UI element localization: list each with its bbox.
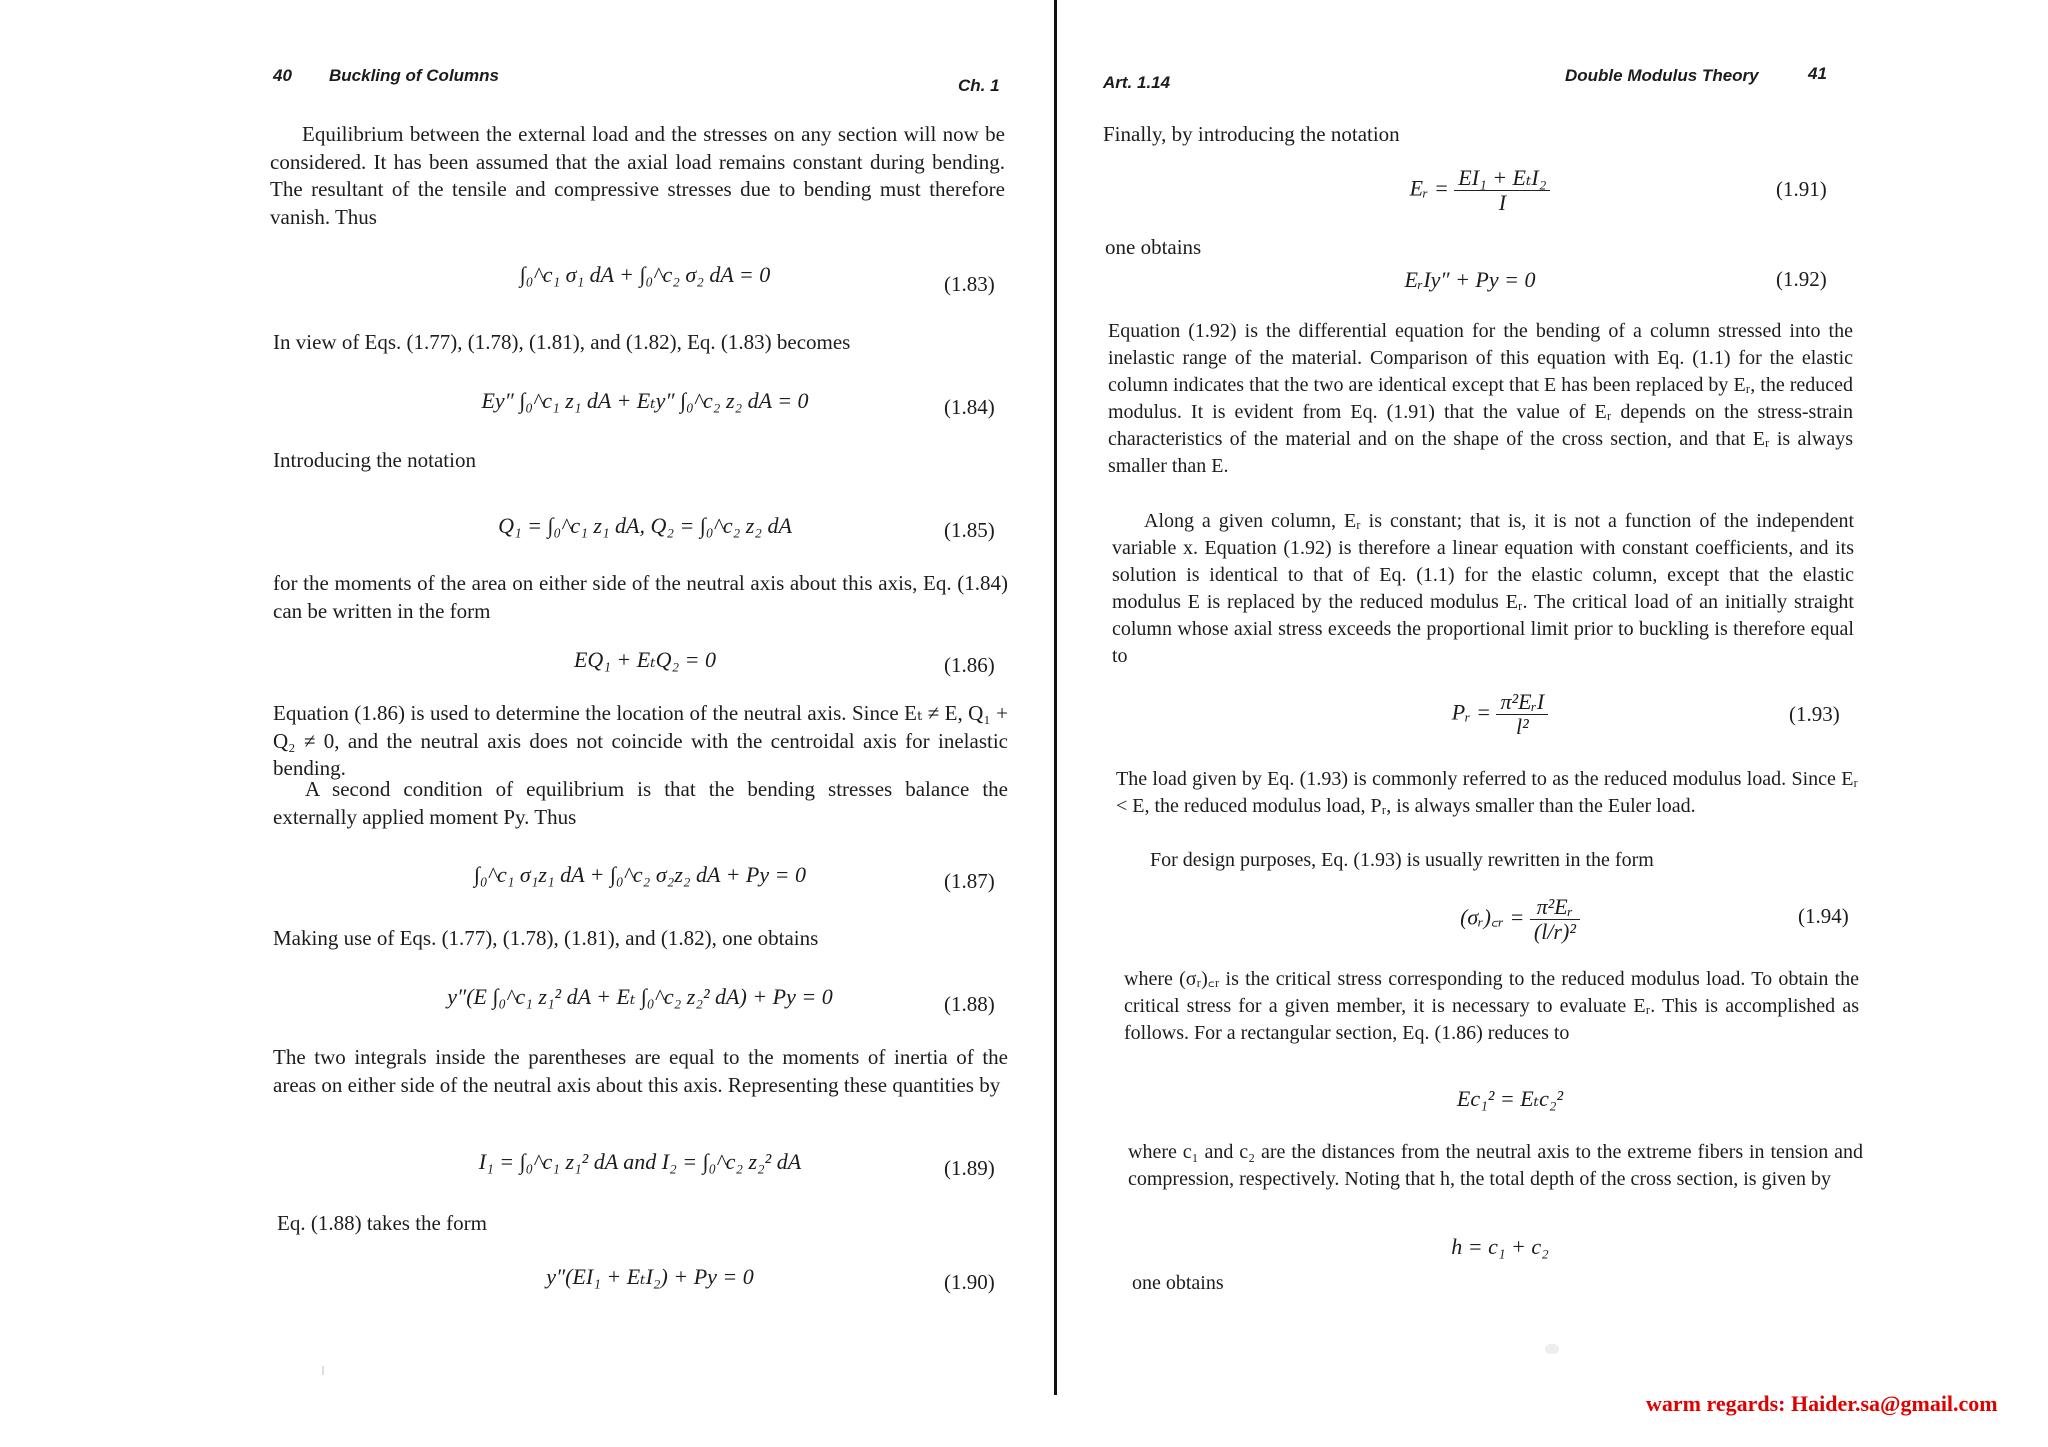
watermark: warm regards: Haider.sa@gmail.com (1646, 1391, 1998, 1416)
paragraph: The two integrals inside the parentheses are equal to the moments of inertia of the areas on either side of the neutral axis about this axis. Representing these quantities by (273, 1045, 1008, 1097)
equation-number: (1.87) (944, 869, 995, 893)
equation-1-91: Eᵣ = $\frac{\text{EI₁ + EₜI₂}}{I}$ (1380, 166, 1580, 215)
left-page (270, 0, 1008, 1447)
right-running-title: Double Modulus Theory (1565, 66, 1759, 85)
equation-1-83: ∫₀^c₁ σ₁ dA + ∫₀^c₂ σ₂ dA = 0 (519, 262, 771, 287)
equation-number: (1.85) (944, 518, 995, 542)
book-spine (1054, 0, 1057, 1395)
paragraph: A second condition of equilibrium is that the bending stresses balance the externally applied moment Py. Thus (273, 777, 1008, 829)
left-chapter-label: Ch. 1 (958, 76, 1000, 95)
equation-number: (1.90) (944, 1270, 995, 1294)
equation-number: (1.94) (1798, 904, 1849, 928)
paragraph: The load given by Eq. (1.93) is commonly referred to as the reduced modulus load. Since Eᵣ < E, the reduced modulus load, Pᵣ, is always smaller than the Euler load. (1116, 768, 1858, 817)
paragraph: In view of Eqs. (1.77), (1.78), (1.81), and (1.82), Eq. (1.83) becomes (273, 330, 851, 354)
equation-1-86: EQ₁ + EₜQ₂ = 0 (573, 647, 717, 672)
equation-1-89: I₁ = ∫₀^c₁ z₁² dA and I₂ = ∫₀^c₂ z₂² dA (478, 1149, 802, 1174)
right-article-label: Art. 1.14 (1103, 73, 1171, 92)
paragraph: Making use of Eqs. (1.77), (1.78), (1.81), and (1.82), one obtains (273, 926, 819, 950)
paragraph: where (σᵣ)꜀ᵣ is the critical stress corresponding to the reduced modulus load. To obtain the critical stress for a given member, it is necessary to evaluate Eᵣ. This is accomplished as follows. For a rectangular section, Eq. (1.86) reduces to (1124, 968, 1859, 1044)
paragraph: for the moments of the area on either side of the neutral axis about this axis, Eq. (1.84) can be written in the form (273, 571, 1008, 623)
equation-1-90: y″(EI₁ + EₜI₂) + Py = 0 (546, 1264, 754, 1289)
equation-number: (1.84) (944, 395, 995, 419)
left-page-number: 40 (273, 66, 292, 85)
paragraph: Equation (1.92) is the differential equation for the bending of a column stressed into the inelastic range of the material. Comparison of this equation with Eq. (1.1) for the elastic column indicates that the two are identical except that E has been replaced by Eᵣ, the reduced modulus. It is evident from Eq. (1.91) that the value of Eᵣ depends on the stress-strain characteristics of the material and on the shape of the cross section, and that Eᵣ is always smaller than E. (1108, 320, 1853, 477)
equation-number: (1.93) (1789, 702, 1840, 726)
paragraph: Along a given column, Eᵣ is constant; that is, it is not a function of the independent variable x. Equation (1.92) is therefore a linear equation with constant coefficients, and its solution is identical to that of Eq. (1.1) for the elastic column, except that the elastic modulus E is replaced by the reduced modulus Eᵣ. The critical load of an initially straight column whose axial stress exceeds the proportional limit prior to buckling is therefore equal to (1112, 510, 1854, 667)
paragraph: Finally, by introducing the notation (1103, 122, 1400, 146)
equation-number: (1.92) (1776, 267, 1827, 291)
equation-depth: h = c₁ + c₂ (1451, 1234, 1549, 1259)
paragraph: one obtains (1132, 1272, 1224, 1294)
equation-number: (1.89) (944, 1156, 995, 1180)
paragraph: one obtains (1105, 235, 1202, 259)
equation-rectangular-section: Ec₁² = Eₜc₂² (1456, 1086, 1564, 1111)
equation-number: (1.86) (944, 653, 995, 677)
equation-1-88: y″(E ∫₀^c₁ z₁² dA + Eₜ ∫₀^c₂ z₂² dA) + Py = 0 (447, 984, 833, 1009)
equation-number: (1.88) (944, 992, 995, 1016)
paragraph: where c₁ and c₂ are the distances from the neutral axis to the extreme fibers in tension and compression, respectively. Noting that h, the total depth of the cross section, is given by (1128, 1141, 1863, 1190)
equation-1-94: (σᵣ)꜀ᵣ = $\frac{\text{π²Eᵣ}}{\text{(l/r)²}}$ (1410, 895, 1630, 944)
right-page (1100, 0, 1863, 1447)
paragraph: Equation (1.86) is used to determine the location of the neutral axis. Since Eₜ ≠ E, Q₁ + Q₂ ≠ 0, and the neutral axis does not coincide with the centroidal axis for inelastic bending. (273, 701, 1008, 780)
equation-1-84: Ey″ ∫₀^c₁ z₁ dA + Eₜy″ ∫₀^c₂ z₂ dA = 0 (481, 388, 809, 413)
equation-1-85: Q₁ = ∫₀^c₁ z₁ dA, Q₂ = ∫₀^c₂ z₂ dA (498, 513, 792, 538)
paragraph: Eq. (1.88) takes the form (277, 1211, 487, 1235)
scan-speck (322, 1366, 324, 1375)
scan-speck (1545, 1344, 1559, 1354)
equation-number: (1.91) (1776, 177, 1827, 201)
paragraph: Equilibrium between the external load and the stresses on any section will now be considered. It has been assumed that the axial load remains constant during bending. The resultant of the tensile and compressive stresses due to bending must therefore vanish. Thus (270, 122, 1005, 229)
paragraph: For design purposes, Eq. (1.93) is usually rewritten in the form (1150, 849, 1654, 871)
equation-1-92: EᵣIy″ + Py = 0 (1404, 267, 1536, 292)
equation-1-93: Pᵣ = $\frac{\text{π²EᵣI}}{\text{l²}}$ (1400, 690, 1600, 739)
equation-number: (1.83) (944, 272, 995, 296)
left-running-title: Buckling of Columns (329, 66, 499, 85)
paragraph: Introducing the notation (273, 448, 476, 472)
right-page-number: 41 (1808, 64, 1827, 83)
equation-1-87: ∫₀^c₁ σ₁z₁ dA + ∫₀^c₂ σ₂z₂ dA + Py = 0 (474, 862, 806, 887)
